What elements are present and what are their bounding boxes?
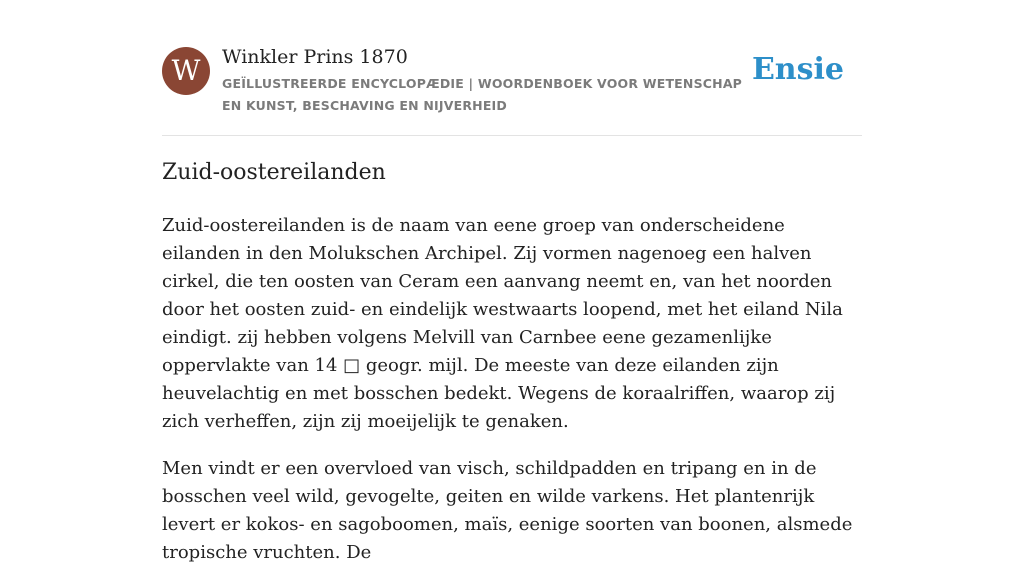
article-paragraph: Men vindt er een overvloed van visch, schildpadden en tripang en in de bosschen veel wild, gevogelte, geiten en wilde varkens. Het plantenrijk levert er kokos- en sagoboomen, maïs, eenige soorten van boonen, alsmede tropische vruchten. De (162, 458, 853, 563)
ensie-logo-link[interactable]: Ensie (751, 52, 844, 87)
source-title-link[interactable]: Winkler Prins 1870 (222, 46, 408, 68)
article-paragraph: Zuid-oostereilanden is de naam van eene groep van onderscheidene eilanden in den Molukschen Archipel. Zij vormen nagenoeg een halven cirkel, die ten oosten van Ceram een aanvang neemt en, van het noorden door het oosten zuid- en eindelijk westwaarts loopend, met het eiland Nila eindigt. zij hebben volgens Melvill van Carnbee eene gezamenlijke oppervlakte van 14 □ geogr. mijl. De meeste van deze eilanden zijn heuvelachtig en met bosschen bedekt. Wegens de koraalriffen, waarop zij zich verheffen, zijn zij moeijelijk te genaken. (162, 215, 843, 432)
header-divider (162, 135, 862, 136)
source-subtitle: GEÏLLUSTREERDE ENCYCLOPÆDIE | WOORDENBOEK VOOR WETENSCHAP EN KUNST, BESCHAVING EN NIJVERHEID (222, 76, 743, 113)
source-avatar[interactable]: W (162, 47, 210, 95)
article-body (162, 212, 862, 586)
source-header (162, 46, 862, 136)
article-title: Zuid-oostereilanden (162, 160, 386, 185)
